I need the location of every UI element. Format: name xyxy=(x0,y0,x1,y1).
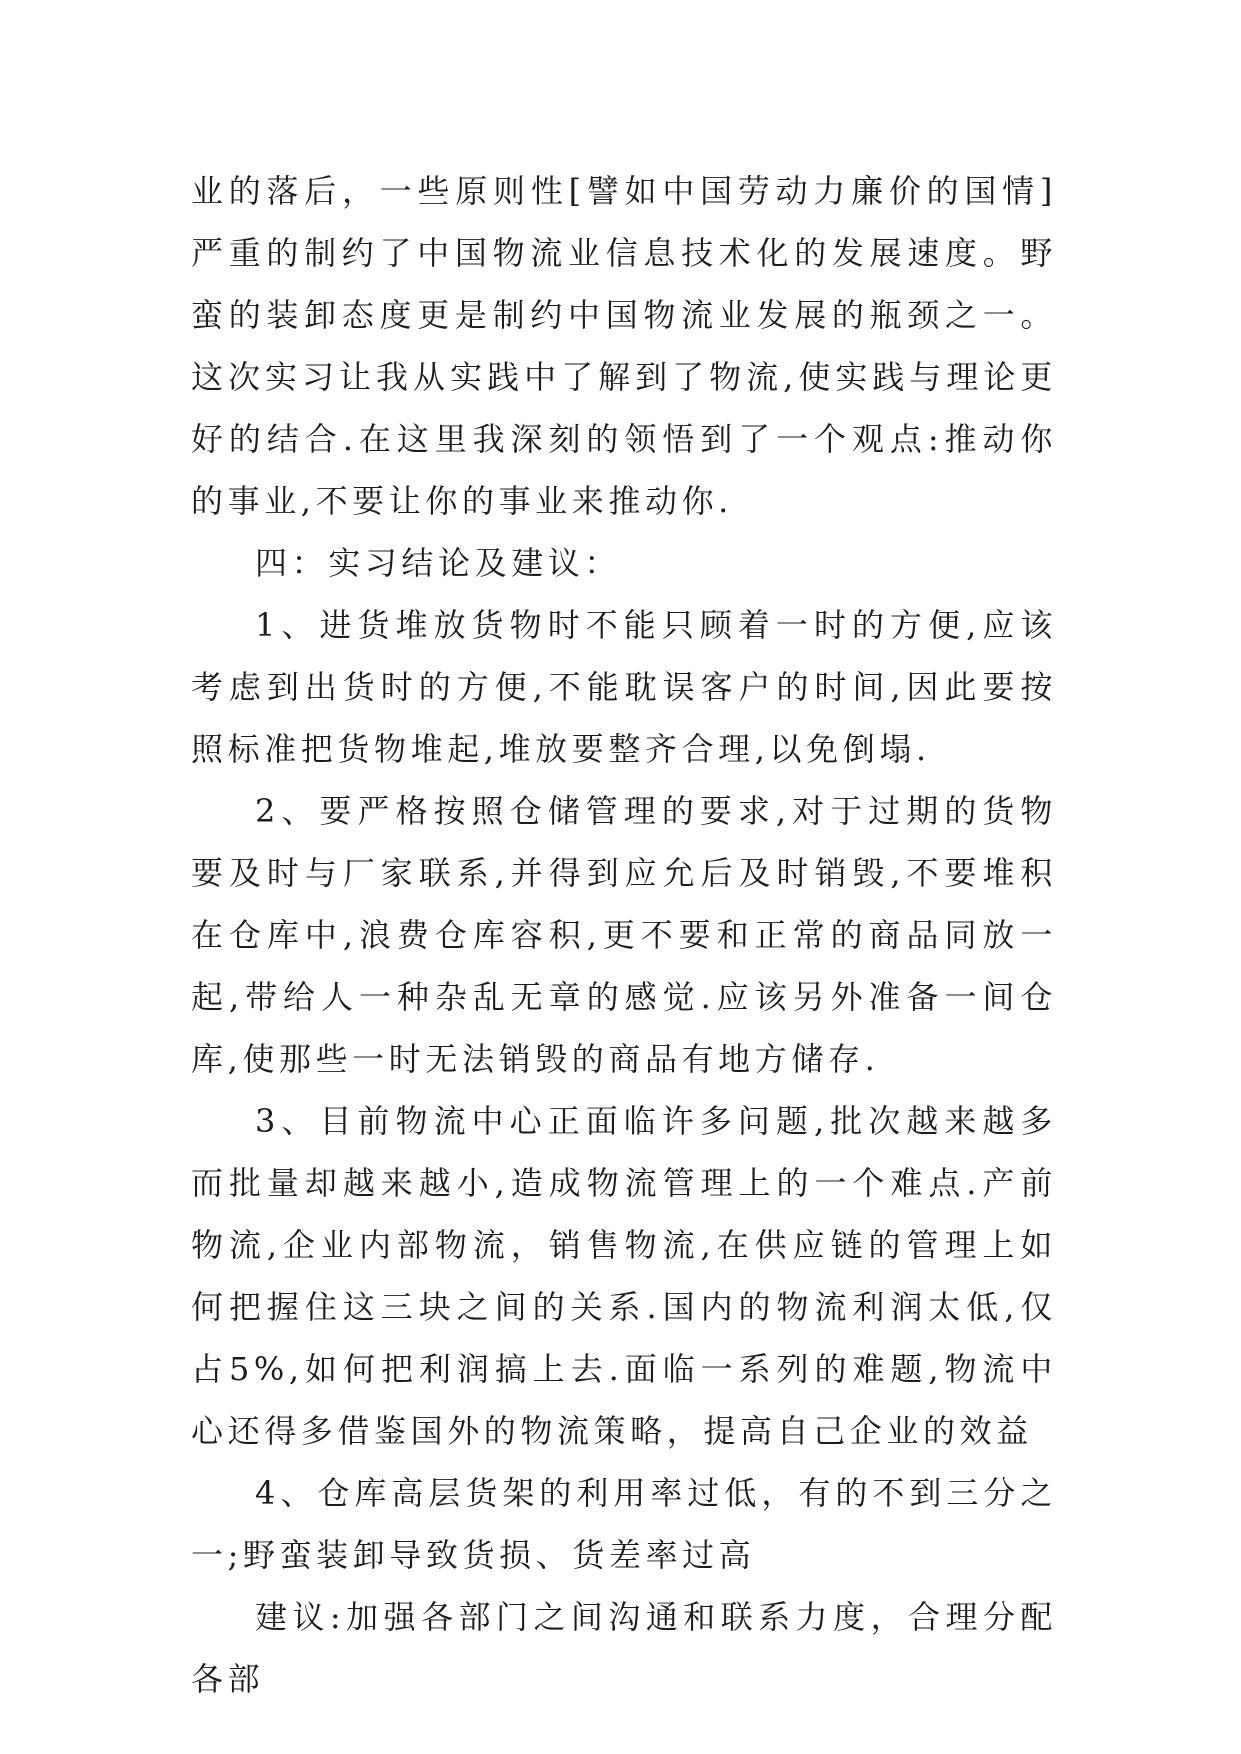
paragraph-intro: 业的落后，一些原则性[譬如中国劳动力廉价的国情]严重的制约了中国物流业信息技术化的发展速度。野蛮的装卸态度更是制约中国物流业发展的瓶颈之一。这次实习让我从实践中了解到了物流,使实践与理论更好的结合.在这里我深刻的领悟到了一个观点:推动你的事业,不要让你的事业来推动你. xyxy=(191,172,1057,520)
paragraph-point-4: 4、仓库高层货架的利用率过低，有的不到三分之一;野蛮装卸导致货损、货差率过高 xyxy=(191,1474,1057,1574)
paragraph-point-3: 3、目前物流中心正面临许多问题,批次越来越多而批量却越来越小,造成物流管理上的一个难点.产前物流,企业内部物流，销售物流,在供应链的管理上如何把握住这三块之间的关系.国内的物流利润太低,仅占5%,如何把利润搞上去.面临一系列的难题,物流中心还得多借鉴国外的物流策略，提高自己企业的效益 xyxy=(191,1102,1057,1450)
paragraph-point-2: 2、要严格按照仓储管理的要求,对于过期的货物要及时与厂家联系,并得到应允后及时销毁,不要堆积在仓库中,浪费仓库容积,更不要和正常的商品同放一起,带给人一种杂乱无章的感觉.应该另外准备一间仓库,使那些一时无法销毁的商品有地方储存. xyxy=(191,792,1057,1078)
paragraph-suggestion: 建议:加强各部门之间沟通和联系力度，合理分配各部 xyxy=(191,1598,1057,1698)
paragraph-point-1: 1、进货堆放货物时不能只顾着一时的方便,应该考虑到出货时的方便,不能耽误客户的时间,因此要按照标准把货物堆起,堆放要整齐合理,以免倒塌. xyxy=(191,606,1057,768)
section-heading: 四：实习结论及建议： xyxy=(255,544,622,582)
document-body xyxy=(191,160,1057,1710)
